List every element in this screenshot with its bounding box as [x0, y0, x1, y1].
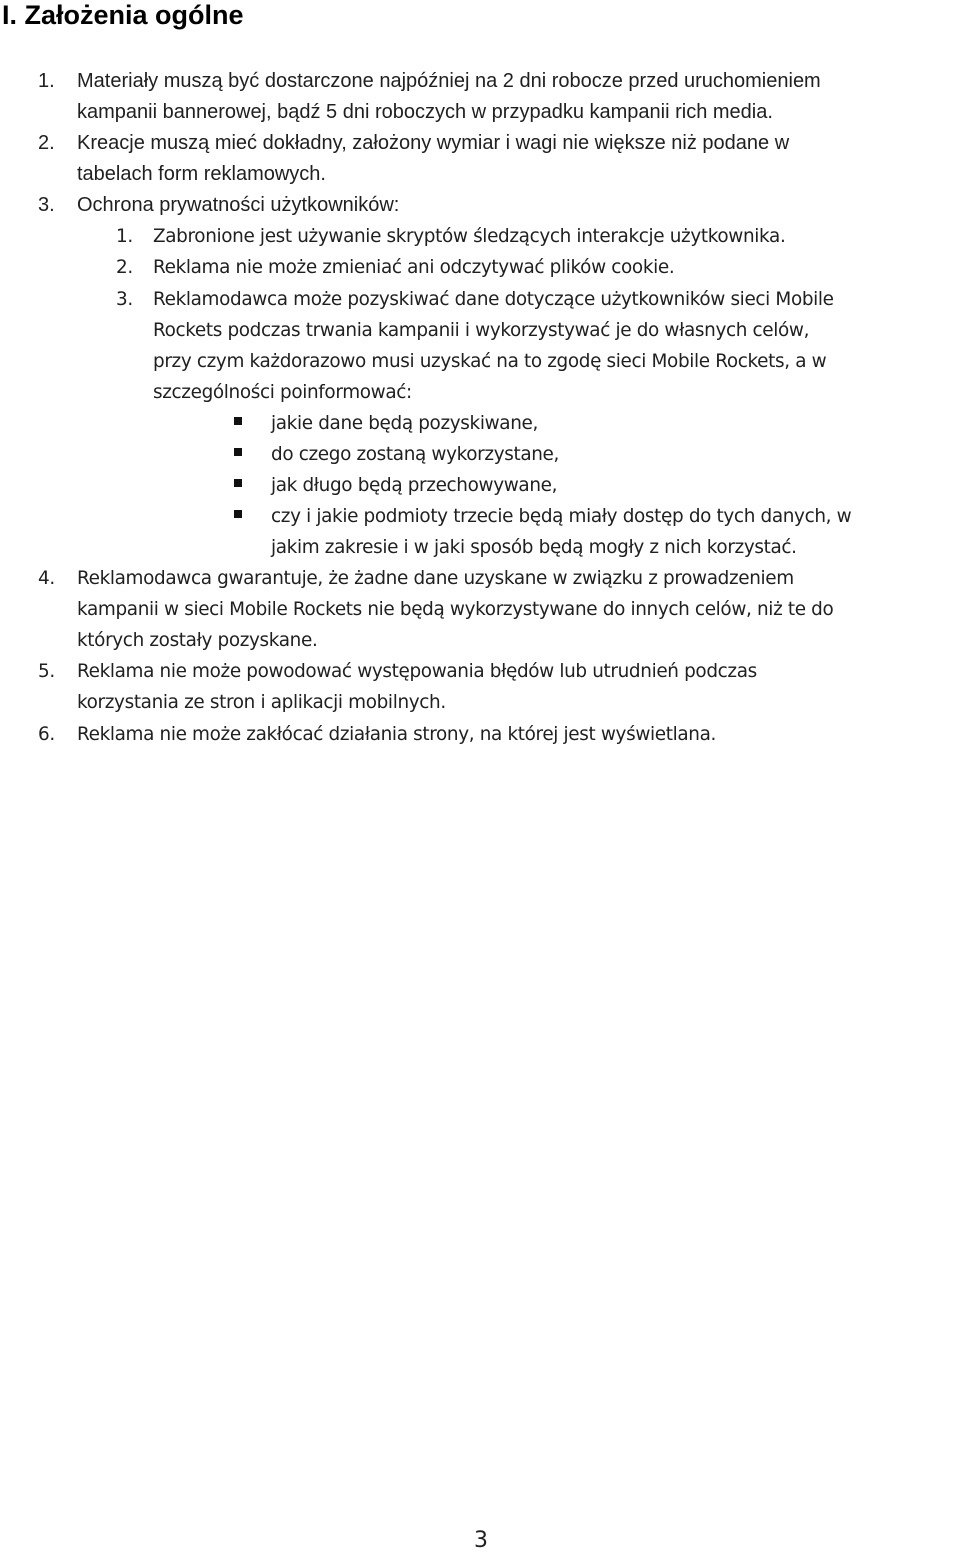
square-bullet-icon: [234, 510, 242, 518]
list-item-text: korzystania ze stron i aplikacji mobilnych.: [77, 692, 446, 713]
list-item-text: których zostały pozyskane.: [77, 630, 318, 651]
bullet-item-text: jak długo będą przechowywane,: [271, 475, 558, 496]
list-item-text: Reklama nie może zakłócać działania strony, na której jest wyświetlana.: [77, 724, 716, 745]
sublist-number: 2.: [116, 257, 133, 278]
bullet-item-text: jakim zakresie i w jaki sposób będą mogły z nich korzystać.: [271, 537, 797, 558]
sublist-item-text: szczególności poinformować:: [153, 382, 412, 403]
sublist-number: 1.: [116, 226, 133, 247]
list-item-text: Materiały muszą być dostarczone najpóźniej na 2 dni robocze przed uruchomieniem: [77, 70, 821, 92]
sublist-item-text: przy czym każdorazowo musi uzyskać na to zgodę sieci Mobile Rockets, a w: [153, 351, 827, 372]
list-number: 4.: [38, 568, 55, 589]
bullet-item-text: jakie dane będą pozyskiwane,: [271, 413, 538, 434]
square-bullet-icon: [234, 479, 242, 487]
sublist-item-text: Rockets podczas trwania kampanii i wykorzystywać je do własnych celów,: [153, 320, 810, 341]
list-item-text: kampanii bannerowej, bądź 5 dni roboczych w przypadku kampanii rich media.: [77, 101, 773, 123]
list-item-text: kampanii w sieci Mobile Rockets nie będą wykorzystywane do innych celów, niż te do: [77, 599, 834, 620]
bullet-item-text: do czego zostaną wykorzystane,: [271, 444, 560, 465]
sublist-item-text: Reklama nie może zmieniać ani odczytywać plików cookie.: [153, 257, 675, 278]
section-heading: I. Założenia ogólne: [2, 0, 244, 30]
page-number: 3: [474, 1528, 488, 1553]
list-number: 5.: [38, 661, 55, 682]
bullet-item-text: czy i jakie podmioty trzecie będą miały dostęp do tych danych, w: [271, 506, 852, 527]
list-number: 6.: [38, 724, 55, 745]
list-number: 3.: [38, 194, 55, 216]
list-item-text: Reklamodawca gwarantuje, że żadne dane uzyskane w związku z prowadzeniem: [77, 568, 794, 589]
list-number: 2.: [38, 132, 55, 154]
list-item-text: tabelach form reklamowych.: [77, 163, 326, 185]
sublist-item-text: Zabronione jest używanie skryptów śledzących interakcje użytkownika.: [153, 226, 786, 247]
sublist-number: 3.: [116, 289, 133, 310]
square-bullet-icon: [234, 448, 242, 456]
sublist-item-text: Reklamodawca może pozyskiwać dane dotyczące użytkowników sieci Mobile: [153, 289, 834, 310]
list-item-text: Ochrona prywatności użytkowników:: [77, 194, 400, 216]
list-number: 1.: [38, 70, 55, 92]
list-item-text: Kreacje muszą mieć dokładny, założony wymiar i wagi nie większe niż podane w: [77, 132, 790, 154]
list-item-text: Reklama nie może powodować występowania błędów lub utrudnień podczas: [77, 661, 757, 682]
square-bullet-icon: [234, 417, 242, 425]
